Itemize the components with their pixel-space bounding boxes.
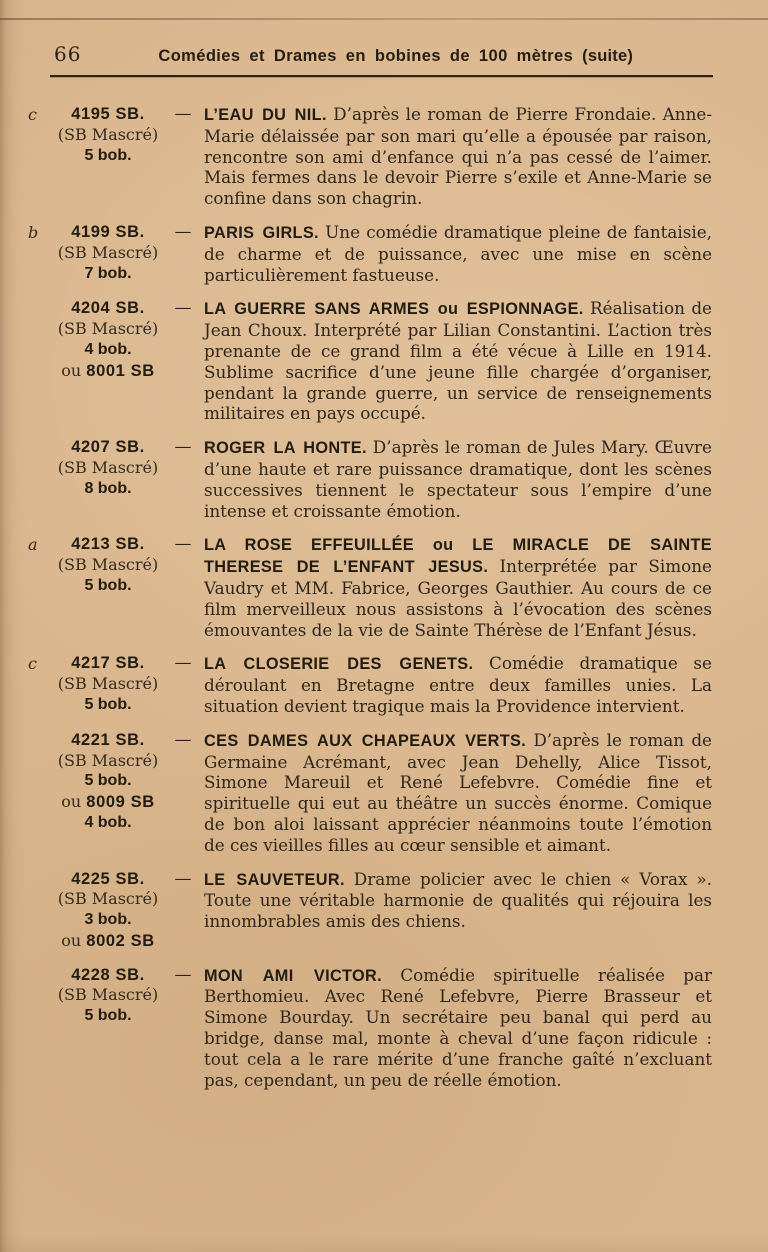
- entry-brand: (SB Mascré): [57, 555, 159, 575]
- film-entry: [0, 965, 768, 1091]
- entry-alt-prefix: ou: [61, 792, 82, 812]
- entry-text: [204, 437, 712, 521]
- entry-code-block: [54, 869, 162, 952]
- film-entry-list: [0, 104, 768, 1090]
- scan-crease-line: [0, 18, 768, 20]
- entry-margin-letter: [28, 965, 54, 1091]
- film-entry: [0, 104, 768, 209]
- entry-alt-code: 8009 SB: [86, 793, 155, 812]
- entry-description: Comédie dramatique se déroulant en Bretagne entre deux familles unies. La situation devient tragique mais la Providence intervient.: [204, 653, 712, 716]
- entry-bobbin-count: 7 bob.: [84, 264, 132, 282]
- entry-alt-code-line: [54, 792, 162, 813]
- entry-brand: (SB Mascré): [57, 889, 159, 909]
- entry-margin-letter: c: [28, 105, 37, 124]
- entry-code-block: [54, 965, 162, 1091]
- entry-title: PARIS GIRLS.: [204, 223, 319, 242]
- page-title-text: Comédies et Drames en bobines de 100 mètres: [158, 47, 574, 65]
- entry-margin-letter: b: [28, 222, 39, 242]
- entry-alt-prefix: ou: [61, 360, 82, 380]
- entry-text: [204, 534, 712, 640]
- entry-margin-letter: [28, 730, 54, 856]
- entry-text: [204, 104, 712, 209]
- entry-code-block: [54, 534, 162, 640]
- entry-code: 4195 SB.: [71, 105, 145, 123]
- entry-code: 4204 SB.: [71, 299, 145, 318]
- entry-dash: —: [174, 729, 192, 750]
- entry-title: CES DAMES AUX CHAPEAUX VERTS.: [204, 731, 527, 750]
- entry-brand: (SB Mascré): [57, 985, 159, 1005]
- entry-description: Comédie spirituelle réalisée par Berthomieu. Avec René Lefebvre, Pierre Brasseur et Simone Bourday. Un secrétaire peu banal qui perd au bridge, danse mal, monte à cheval d’une façon ridicule : tout cela a le rare mérite d’une franche gaîté n’excluant pas, cependant, un peu de réelle émotion.: [204, 964, 712, 1090]
- entry-code: 4207 SB.: [71, 438, 145, 457]
- entry-title: LE SAUVETEUR.: [204, 870, 345, 889]
- entry-code-block: [54, 104, 162, 209]
- entry-code: 4225 SB.: [71, 869, 145, 888]
- entry-margin-letter: c: [28, 654, 37, 674]
- entry-brand: (SB Mascré): [57, 319, 159, 339]
- film-entry: [0, 730, 768, 856]
- entry-description: D’après le roman de Jules Mary. Œuvre d’une haute et rare puissance dramatique, dont les scènes successives tiennent le spectateur sous l’empire d’une intense et croissante émotion.: [204, 437, 712, 521]
- entry-bobbin-count: 4 bob.: [84, 340, 132, 358]
- entry-title: LA GUERRE SANS ARMES ou ESPIONNAGE.: [204, 300, 584, 319]
- page-header: [0, 0, 768, 66]
- entry-description: D’après le roman de Pierre Frondaie. Anne-Marie délaissée par son mari qu’elle a épousée par raison, rencontre son ami d’enfance qui n’a pas cessé de l’aimer. Mais fermes dans le devoir Pierre s’exile et Anne-Marie se confine dans son chagrin.: [204, 104, 712, 209]
- entry-alt-code-line: [54, 361, 162, 382]
- entry-alt-code: 8001 SB: [86, 361, 155, 380]
- entry-description: D’après le roman de Germaine Acrémant, avec Jean Dehelly, Alice Tissot, Simone Mareuil et René Lefebvre. Comédie fine et spirituelle qui eut au théâtre un succès énorme. Comique de bon aloi laissant apprécier néanmoins toute l’émotion de ces vieilles filles au cœur sensible et aimant.: [204, 729, 712, 855]
- film-entry: [0, 869, 768, 952]
- entry-title: LA CLOSERIE DES GENETS.: [204, 655, 474, 674]
- entry-code: 4221 SB.: [71, 730, 145, 749]
- entry-dash: —: [174, 221, 192, 242]
- entry-text: [204, 298, 712, 424]
- entry-code: 4213 SB.: [71, 535, 145, 554]
- entry-margin-letter: [28, 298, 54, 424]
- entry-bobbin-count: 5 bob.: [84, 146, 132, 164]
- entry-alt-bobbin-count: 4 bob.: [84, 813, 132, 831]
- page-title-suffix: (suite): [582, 47, 634, 65]
- entry-brand: (SB Mascré): [57, 750, 159, 770]
- entry-description: Interprétée par Simone Vaudry et MM. Fabrice, Georges Gauthier. Au cours de ce film merveilleux nous assistons à l’évocation des scènes émouvantes de la vie de Sainte Thérèse de l’Enfant Jésus.: [204, 556, 712, 640]
- entry-text: [204, 222, 712, 285]
- entry-bobbin-count: 8 bob.: [84, 479, 132, 497]
- entry-margin-letter: [28, 437, 54, 521]
- film-entry: [0, 437, 768, 521]
- entry-brand: (SB Mascré): [57, 242, 159, 262]
- entry-margin-letter: [28, 869, 54, 952]
- entry-title: ROGER LA HONTE.: [204, 439, 367, 458]
- entry-code-block: [54, 653, 162, 716]
- entry-code-block: [54, 437, 162, 521]
- entry-code: 4199 SB.: [71, 222, 145, 241]
- entry-brand: (SB Mascré): [57, 124, 159, 144]
- entry-description: Une comédie dramatique pleine de fantaisie, de charme et de puissance, avec une mise en scène particulièrement fastueuse.: [204, 221, 712, 285]
- entry-margin-letter: a: [28, 535, 38, 555]
- entry-dash: —: [174, 437, 192, 458]
- entry-alt-code: 8002 SB: [86, 931, 155, 950]
- entry-bobbin-count: 5 bob.: [84, 1007, 132, 1025]
- entry-description: Réalisation de Jean Choux. Interprété par Lilian Constantini. L’action très prenante de ce grand film a été vécue à Lille en 1914. Sublime sacrifice d’une jeune fille chargée d’organiser, pendant la grande guerre, un service de renseignements militaires en pays occupé.: [204, 298, 712, 424]
- entry-bobbin-count: 3 bob.: [84, 911, 132, 929]
- entry-dash: —: [174, 298, 192, 319]
- entry-text: [204, 730, 712, 856]
- entry-dash: —: [174, 868, 192, 889]
- entry-text: [204, 869, 712, 952]
- entry-bobbin-count: 5 bob.: [84, 772, 132, 790]
- header-rule: [50, 75, 713, 77]
- film-entry: [0, 298, 768, 424]
- entry-title: L’EAU DU NIL.: [204, 106, 327, 124]
- entry-dash: —: [174, 534, 192, 555]
- entry-code-block: [54, 298, 162, 424]
- entry-dash: —: [174, 964, 192, 985]
- film-entry: [0, 534, 768, 640]
- entry-dash: —: [174, 653, 192, 674]
- entry-alt-code-line: [54, 931, 162, 952]
- page-number: 66: [54, 42, 82, 66]
- entry-title: LA ROSE EFFEUILLÉE ou LE MIRACLE DE SAINTE THERESE DE L’ENFANT JESUS.: [204, 536, 712, 577]
- entry-brand: (SB Mascré): [57, 457, 159, 477]
- entry-text: [204, 965, 712, 1091]
- page-title: [81, 47, 710, 66]
- entry-dash: —: [174, 104, 192, 124]
- entry-title: MON AMI VICTOR.: [204, 966, 383, 985]
- entry-description: Drame policier avec le chien « Vorax ». Toute une véritable harmonie de qualités qui réjouira les innombrables amis des chiens.: [204, 868, 712, 932]
- entry-code-block: [54, 730, 162, 856]
- entry-code: 4228 SB.: [71, 965, 145, 984]
- entry-code-block: [54, 222, 162, 285]
- entry-code: 4217 SB.: [71, 654, 145, 673]
- entry-brand: (SB Mascré): [57, 674, 159, 694]
- film-entry: [0, 653, 768, 716]
- entry-text: [204, 653, 712, 716]
- entry-bobbin-count: 5 bob.: [84, 576, 132, 594]
- film-entry: [0, 222, 768, 285]
- entry-bobbin-count: 5 bob.: [84, 695, 132, 713]
- entry-alt-prefix: ou: [61, 930, 82, 950]
